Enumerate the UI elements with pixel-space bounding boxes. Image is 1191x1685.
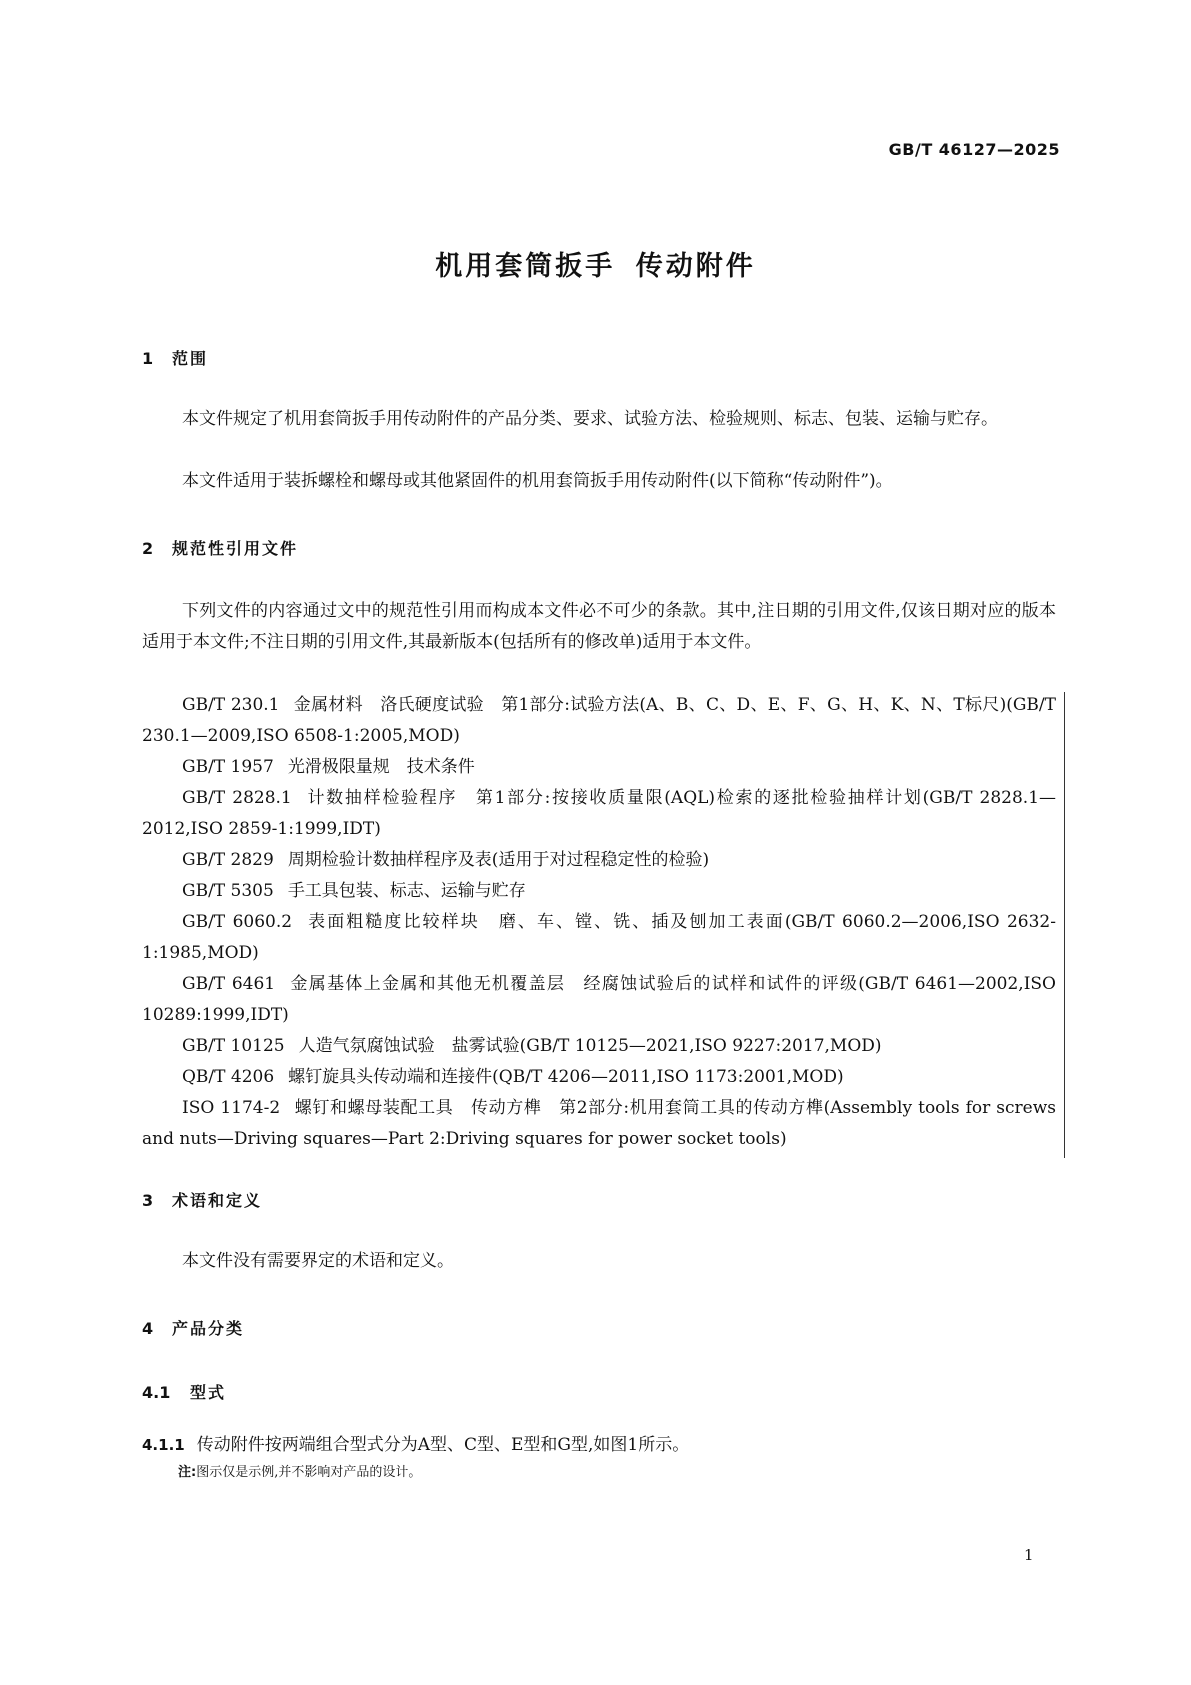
references-intro: 下列文件的内容通过文中的规范性引用而构成本文件必不可少的条款。其中,注日期的引用文件,仅该日期对应的版本适用于本文件;不注日期的引用文件,其最新版本(包括所有的修改单)适用于本文件。 xyxy=(142,601,1056,652)
figure-note xyxy=(178,1462,421,1484)
reference-item xyxy=(142,1093,1056,1155)
scope-paragraph-1: 本文件规定了机用套筒扳手用传动附件的产品分类、要求、试验方法、检验规则、标志、包装、运输与贮存。 xyxy=(182,409,998,429)
section-1-heading xyxy=(142,346,208,369)
document-title: 机用套筒扳手 传动附件 xyxy=(435,251,756,282)
section-2-heading xyxy=(142,536,298,559)
section-4-heading xyxy=(142,1316,244,1339)
reference-item xyxy=(142,783,1056,845)
reference-title: 表面粗糙度比较样块 磨、车、镗、铣、插及刨加工表面(GB/T 6060.2—2006,ISO 2632-1:1985,MOD) xyxy=(142,912,1056,963)
section-3-heading xyxy=(142,1188,262,1211)
section-title: 术语和定义 xyxy=(172,1191,263,1210)
section-title: 范围 xyxy=(172,349,209,368)
reference-title: 金属材料 洛氏硬度试验 第1部分:试验方法(A、B、C、D、E、F、G、H、K、N、T标尺)(GB/T 230.1—2009,ISO 6508-1:2005,MOD) xyxy=(142,695,1056,746)
reference-code: QB/T 4206 xyxy=(182,1067,275,1087)
reference-code: GB/T 6060.2 xyxy=(182,912,293,932)
reference-code: GB/T 2829 xyxy=(182,850,274,870)
subsection-4-1-heading xyxy=(142,1380,226,1403)
reference-title: 螺钉和螺母装配工具 传动方榫 第2部分:机用套筒工具的传动方榫(Assembly tools for screws and nuts—Driving squares—Part 2:Driving squares for power socket tools) xyxy=(142,1098,1056,1149)
reference-item xyxy=(142,845,1056,876)
reference-item xyxy=(142,876,1056,907)
reference-title: 光滑极限量规 技术条件 xyxy=(287,757,475,777)
reference-code: GB/T 230.1 xyxy=(182,695,280,715)
standard-number: GB/T 46127—2025 xyxy=(888,140,1060,159)
revision-bar xyxy=(1064,692,1065,1158)
reference-item xyxy=(142,1062,1056,1093)
reference-item xyxy=(142,907,1056,969)
section-title: 产品分类 xyxy=(172,1319,245,1338)
reference-title: 人造气氛腐蚀试验 盐雾试验(GB/T 10125—2021,ISO 9227:2017,MOD) xyxy=(298,1036,882,1056)
reference-code: GB/T 6461 xyxy=(182,974,276,994)
reference-code: ISO 1174-2 xyxy=(182,1098,281,1118)
reference-item xyxy=(142,752,1056,783)
reference-code: GB/T 5305 xyxy=(182,881,274,901)
reference-code: GB/T 1957 xyxy=(182,757,274,777)
scope-paragraph-2: 本文件适用于装拆螺栓和螺母或其他紧固件的机用套筒扳手用传动附件(以下简称“传动附件”)。 xyxy=(182,471,893,491)
subsection-title: 型式 xyxy=(190,1383,227,1402)
note-text: 图示仅是示例,并不影响对产品的设计。 xyxy=(196,1465,422,1480)
reference-list xyxy=(142,690,1056,1155)
reference-title: 手工具包装、标志、运输与贮存 xyxy=(287,881,526,901)
clause-4-1-1 xyxy=(142,1430,1056,1461)
subsection-number: 4.1 xyxy=(142,1383,171,1402)
reference-title: 周期检验计数抽样程序及表(适用于对过程稳定性的检验) xyxy=(287,850,710,870)
clause-text: 传动附件按两端组合型式分为A型、C型、E型和G型,如图1所示。 xyxy=(196,1435,690,1455)
terms-paragraph: 本文件没有需要界定的术语和定义。 xyxy=(182,1251,454,1271)
reference-title: 金属基体上金属和其他无机覆盖层 经腐蚀试验后的试样和试件的评级(GB/T 6461—2002,ISO 10289:1999,IDT) xyxy=(142,974,1056,1025)
section-number: 4 xyxy=(142,1319,154,1338)
page-number: 1 xyxy=(1024,1546,1034,1564)
reference-item xyxy=(142,690,1056,752)
clause-number: 4.1.1 xyxy=(142,1436,185,1454)
section-number: 2 xyxy=(142,539,154,558)
section-number: 3 xyxy=(142,1191,154,1210)
note-label: 注: xyxy=(178,1465,197,1480)
reference-code: GB/T 2828.1 xyxy=(182,788,292,808)
section-number: 1 xyxy=(142,349,154,368)
section-title: 规范性引用文件 xyxy=(172,539,299,558)
reference-item xyxy=(142,1031,1056,1062)
reference-item xyxy=(142,969,1056,1031)
reference-title: 螺钉旋具头传动端和连接件(QB/T 4206—2011,ISO 1173:2001,MOD) xyxy=(288,1067,844,1087)
reference-code: GB/T 10125 xyxy=(182,1036,285,1056)
reference-title: 计数抽样检验程序 第1部分:按接收质量限(AQL)检索的逐批检验抽样计划(GB/T 2828.1—2012,ISO 2859-1:1999,IDT) xyxy=(142,788,1057,839)
